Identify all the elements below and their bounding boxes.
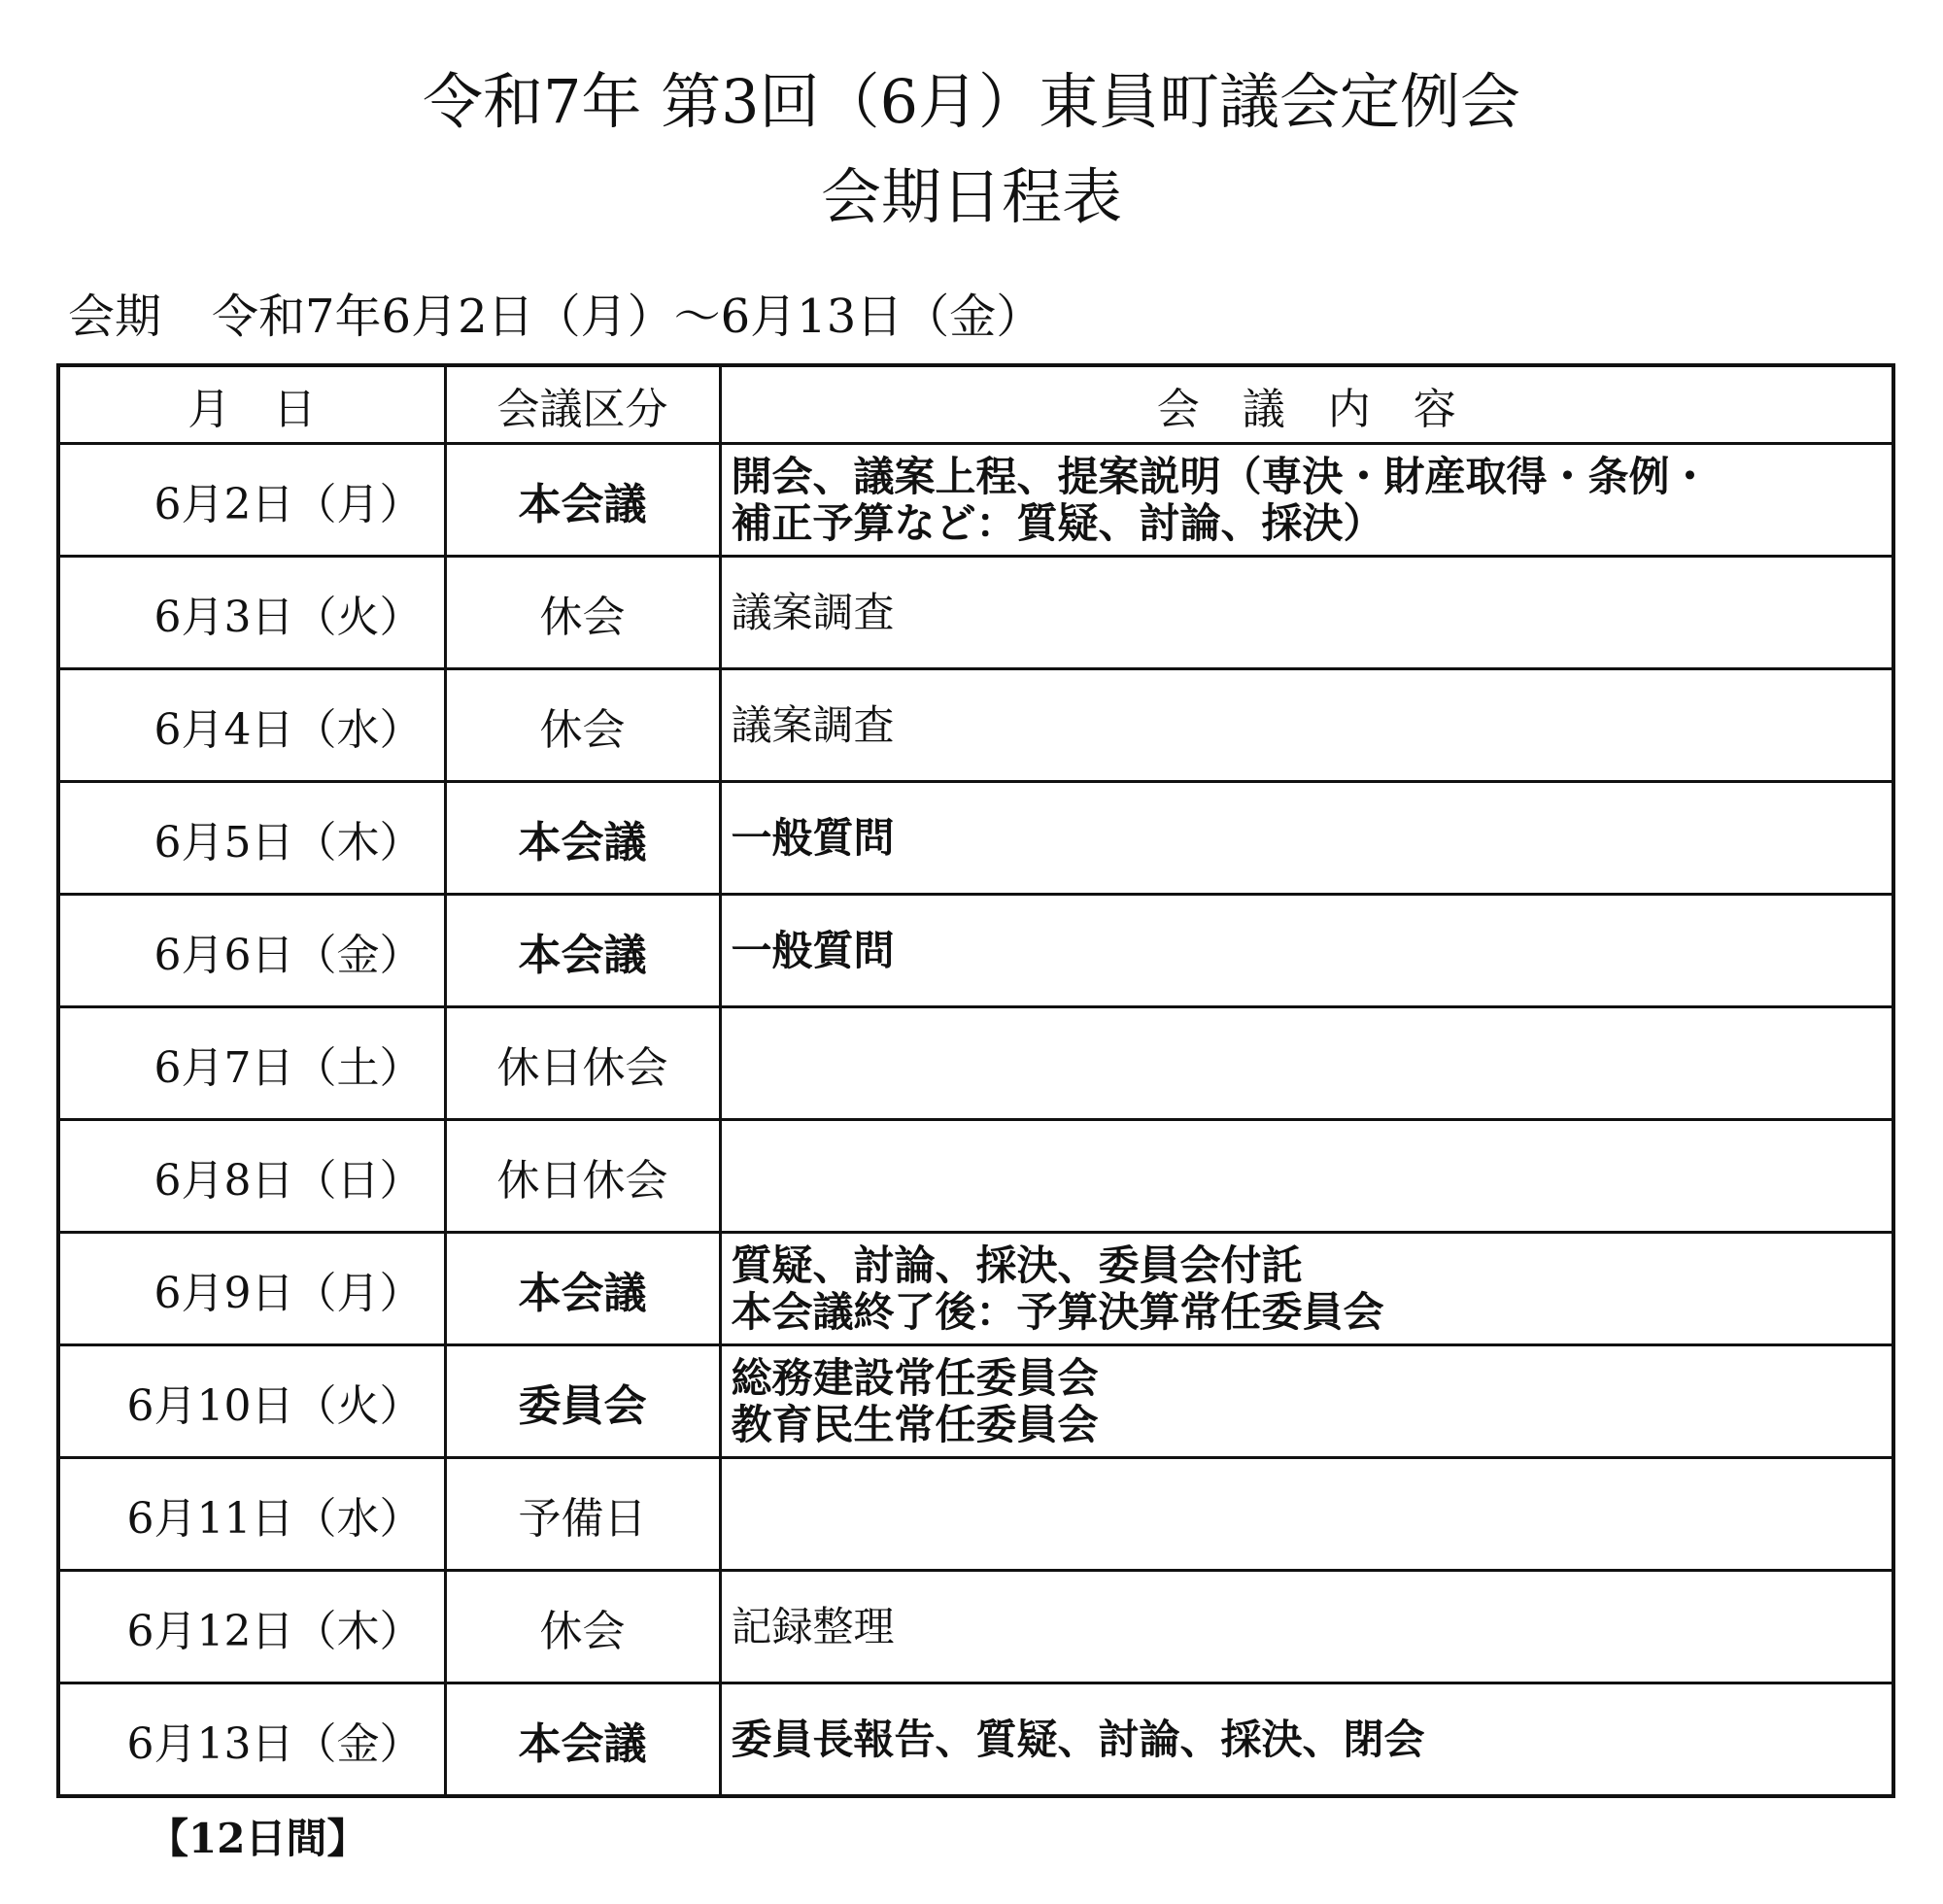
row-date: 6月7日（土） [58, 1007, 445, 1120]
row-date: 6月11日（水） [58, 1458, 445, 1571]
page-title: 令和7年 第3回（6月）東員町議会定例会 [422, 66, 1521, 137]
row-meeting-type: 本会議 [445, 1683, 720, 1797]
row-meeting-type: 休会 [445, 557, 720, 669]
row-meeting-type: 休日休会 [445, 1007, 720, 1120]
row-date: 6月5日（木） [58, 782, 445, 895]
row-content [720, 1120, 1893, 1233]
table-row [58, 1458, 1893, 1571]
table-row [58, 669, 1893, 782]
row-content [720, 557, 1893, 669]
row-content-line: 記録整理 [731, 1602, 895, 1650]
row-date: 6月2日（月） [58, 444, 445, 557]
table-row [58, 557, 1893, 669]
row-date: 6月12日（木） [58, 1571, 445, 1683]
row-content [720, 1007, 1893, 1120]
row-content-line: 質疑、討論、採決、委員会付託 [731, 1241, 1303, 1290]
row-meeting-type: 委員会 [445, 1345, 720, 1458]
session-period [68, 289, 1043, 344]
session-period-label: 会期 [68, 289, 162, 344]
row-content-line: 開会、議案上程、提案説明（専決・財産取得・条例・ [731, 453, 1711, 501]
table-row [58, 1233, 1893, 1345]
row-content-line: 議案調査 [731, 700, 895, 749]
table-row [58, 1120, 1893, 1233]
header-content: 会 議 内 容 [720, 365, 1893, 444]
row-meeting-type: 本会議 [445, 782, 720, 895]
row-meeting-type: 本会議 [445, 444, 720, 557]
total-days: 【12日間】 [148, 1815, 368, 1862]
row-meeting-type: 休会 [445, 1571, 720, 1683]
table-row [58, 1571, 1893, 1683]
row-date: 6月6日（金） [58, 895, 445, 1007]
row-date: 6月8日（日） [58, 1120, 445, 1233]
row-meeting-type: 本会議 [445, 1233, 720, 1345]
row-content-line: 教育民生常任委員会 [731, 1400, 1099, 1448]
row-content [720, 1683, 1893, 1797]
row-content-line: 委員長報告、質疑、討論、採決、閉会 [731, 1715, 1425, 1763]
row-content [720, 895, 1893, 1007]
row-content-line: 補正予算など：質疑、討論、採決） [731, 498, 1384, 547]
row-content [720, 1345, 1893, 1458]
row-content [720, 444, 1893, 557]
row-content [720, 1458, 1893, 1571]
table-row [58, 444, 1893, 557]
row-content [720, 669, 1893, 782]
row-content-line: 総務建設常任委員会 [731, 1354, 1099, 1403]
table-row [58, 1007, 1893, 1120]
row-content-line: 一般質問 [731, 813, 895, 862]
table-row [58, 1345, 1893, 1458]
schedule-table [56, 363, 1895, 1798]
row-date: 6月9日（月） [58, 1233, 445, 1345]
table-header-row [58, 365, 1893, 444]
row-content-line: 議案調査 [731, 588, 895, 636]
table-row [58, 895, 1893, 1007]
row-date: 6月4日（水） [58, 669, 445, 782]
row-meeting-type: 休日休会 [445, 1120, 720, 1233]
row-content [720, 1571, 1893, 1683]
row-content-line: 一般質問 [731, 926, 895, 974]
session-period-value: 令和7年6月2日（月）～6月13日（金） [212, 289, 1043, 344]
row-date: 6月3日（火） [58, 557, 445, 669]
row-meeting-type: 休会 [445, 669, 720, 782]
row-meeting-type: 予備日 [445, 1458, 720, 1571]
table-row [58, 1683, 1893, 1797]
row-date: 6月10日（火） [58, 1345, 445, 1458]
row-meeting-type: 本会議 [445, 895, 720, 1007]
page-subtitle: 会期日程表 [820, 161, 1122, 232]
table-row [58, 782, 1893, 895]
header-date: 月 日 [58, 365, 445, 444]
row-date: 6月13日（金） [58, 1683, 445, 1797]
row-content [720, 1233, 1893, 1345]
row-content-line: 本会議終了後：予算決算常任委員会 [731, 1287, 1384, 1336]
row-content [720, 782, 1893, 895]
header-type: 会議区分 [445, 365, 720, 444]
